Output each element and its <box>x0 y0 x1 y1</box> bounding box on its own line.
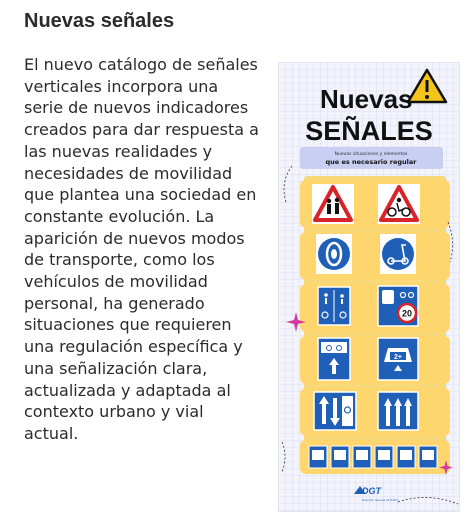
infographic-title-1: Nuevas <box>320 84 413 114</box>
dgt-logo-text: DGT <box>362 486 381 496</box>
shared-lane-sign <box>318 287 350 325</box>
hov-lane-sign <box>378 338 418 380</box>
speed-limit-value: 20 <box>401 308 413 319</box>
hov-lane-label: 2+ <box>394 354 402 361</box>
cycle-street-speed-sign <box>378 286 418 326</box>
lane-direction-sign <box>314 392 356 430</box>
bike-lane-sign <box>318 338 350 380</box>
dgt-logo-subtitle: Dirección General de Tráfico <box>362 499 399 502</box>
infographic-title-2: SEÑALES <box>305 116 433 146</box>
lanes-ahead-sign <box>378 392 418 430</box>
infographic-subtitle-small: Nuevas situaciones y elementos <box>334 152 408 157</box>
tyre-chains-sign <box>316 234 352 274</box>
infographic-subtitle-bold: que es necesario regular <box>325 158 417 166</box>
cyclists-warning-sign <box>378 184 420 224</box>
article-title: Nuevas señales <box>24 10 175 32</box>
infographic-image <box>278 62 460 512</box>
scooter-sign <box>380 234 416 274</box>
pedestrians-warning-sign <box>312 184 354 224</box>
article-paragraph: El nuevo catálogo de señales verticales incorpora una serie de nuevos indicadores creados para dar respuesta a las nuevas realidades y necesidades de movilidad que plantea una sociedad en constante evolución. La aparición de nuevos modos de transporte, como los vehículos de movilidad personal, ha generado situaciones que requieren una regulación específica y una señalización clara, actualizada y adaptada al contexto urbano y vial actual. <box>24 55 259 443</box>
